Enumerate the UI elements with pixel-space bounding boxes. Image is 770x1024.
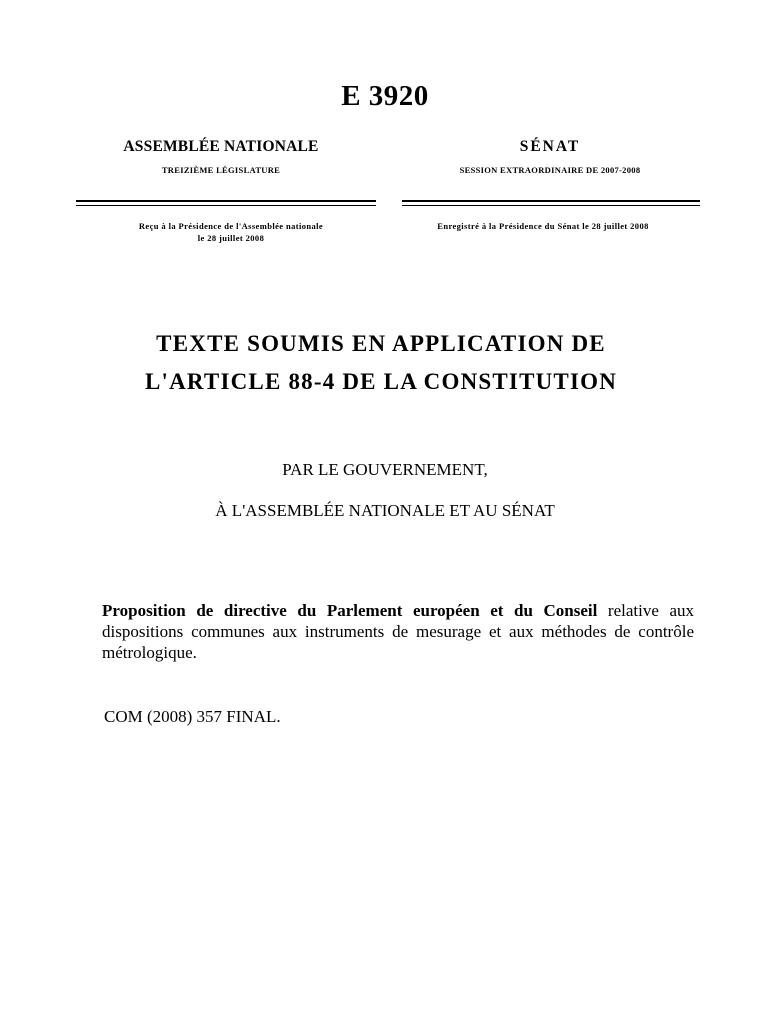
proposal-title-bold: Proposition de directive du Parlement européen et du Conseil bbox=[102, 601, 598, 620]
received-line-2: le 28 juillet 2008 bbox=[197, 233, 265, 243]
main-title-line-1: TEXTE SOUMIS EN APPLICATION DE bbox=[156, 331, 606, 356]
double-rule-left bbox=[76, 200, 376, 206]
submitted-by-line-2: À L'ASSEMBLÉE NATIONALE ET AU SÉNAT bbox=[215, 501, 555, 520]
proposal-text bbox=[102, 600, 694, 663]
senat-registered-notice: Enregistré à la Présidence du Sénat le 28 juillet 2008 bbox=[437, 221, 649, 231]
session-label: SESSION EXTRAORDINAIRE DE 2007-2008 bbox=[459, 165, 641, 175]
com-reference: COM (2008) 357 FINAL. bbox=[104, 707, 281, 726]
received-line-1: Reçu à la Présidence de l'Assemblée nationale bbox=[138, 221, 324, 231]
legislature-label: TREIZIÈME LÉGISLATURE bbox=[161, 165, 281, 175]
submitted-by-line-1: PAR LE GOUVERNEMENT, bbox=[282, 460, 488, 479]
document-number: E 3920 bbox=[341, 80, 429, 112]
assemblee-received-notice bbox=[86, 220, 376, 244]
double-rule-right bbox=[402, 200, 700, 206]
proposal-description: relative aux dispositions communes aux instruments de mesurage et aux méthodes de contrôle métrologique. bbox=[102, 601, 694, 662]
senat-heading: SÉNAT bbox=[519, 138, 581, 155]
assemblee-nationale-heading: ASSEMBLÉE NATIONALE bbox=[123, 138, 319, 155]
main-title-line-2: L'ARTICLE 88-4 DE LA CONSTITUTION bbox=[144, 369, 618, 394]
